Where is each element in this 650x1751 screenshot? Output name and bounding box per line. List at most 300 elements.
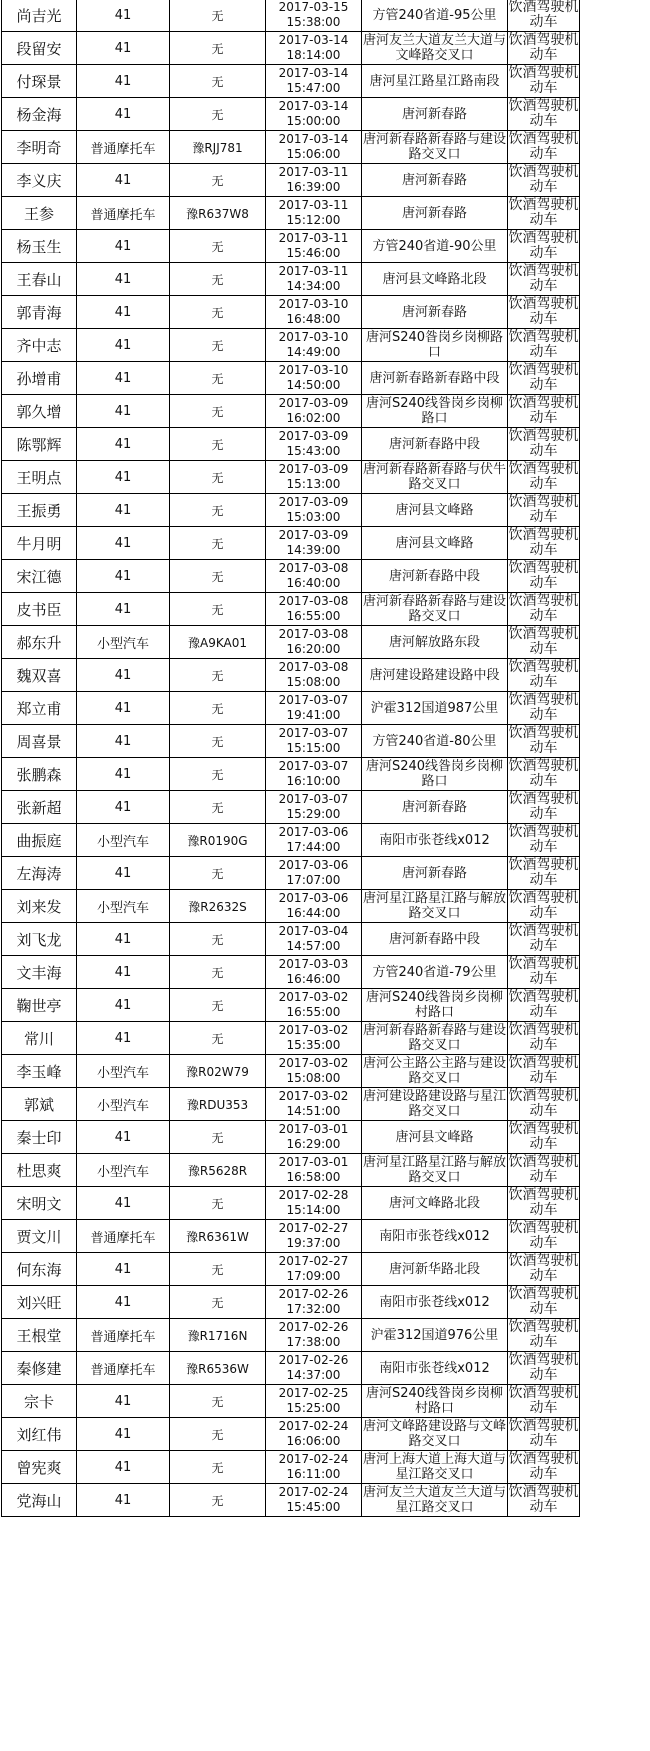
- driver-name-cell: 皮书臣: [2, 593, 77, 626]
- plate-number-cell: 无: [170, 362, 266, 395]
- violation-clock-time: 15:06:00: [286, 147, 341, 161]
- table-row: [2, 1220, 580, 1253]
- vehicle-type-cell: 41: [77, 956, 170, 989]
- violation-date: 2017-03-08: [278, 627, 349, 641]
- violation-type-cell: 饮酒驾驶机动车: [508, 1055, 579, 1086]
- violation-date: 2017-03-11: [278, 198, 349, 212]
- location-cell: 南阳市张苍线x012: [362, 1220, 508, 1253]
- vehicle-type-cell: 41: [77, 1187, 170, 1220]
- violation-date: 2017-02-24: [278, 1485, 349, 1499]
- violation-date: 2017-02-24: [278, 1452, 349, 1466]
- vehicle-type-cell: 41: [77, 1418, 170, 1451]
- location-cell: 唐河S240线昝岗乡岗柳路口: [362, 395, 508, 428]
- vehicle-type-cell: 普通摩托车: [77, 1352, 170, 1385]
- violation-time-cell: [266, 1451, 362, 1484]
- violation-clock-time: 15:08:00: [286, 675, 341, 689]
- violation-clock-time: 16:02:00: [286, 411, 341, 425]
- table-row: [2, 890, 580, 923]
- violation-type-cell: 饮酒驾驶机动车: [508, 725, 579, 756]
- violation-type-cell: 饮酒驾驶机动车: [508, 626, 579, 657]
- vehicle-type-cell: 41: [77, 725, 170, 758]
- location-cell: 唐河县文峰路: [362, 527, 508, 560]
- table-row: [2, 659, 580, 692]
- violation-time-cell: [266, 527, 362, 560]
- violation-type-cell: 饮酒驾驶机动车: [508, 1418, 579, 1449]
- violation-time-cell: [266, 32, 362, 65]
- plate-number-cell: 无: [170, 1022, 266, 1055]
- violation-time-cell: [266, 1220, 362, 1253]
- location-cell: 唐河上海大道上海大道与星江路交叉口: [363, 1452, 507, 1482]
- violation-type-cell: 饮酒驾驶机动车: [508, 1187, 579, 1218]
- location-cell: 唐河新春路新春路中段: [362, 362, 508, 395]
- table-row: [2, 725, 580, 758]
- vehicle-type-cell: 小型汽车: [77, 1154, 170, 1187]
- violation-clock-time: 15:13:00: [286, 477, 341, 491]
- violation-type-cell: 饮酒驾驶机动车: [508, 1451, 579, 1482]
- table-row: [2, 131, 580, 164]
- violation-date: 2017-03-09: [278, 462, 349, 476]
- violation-time-cell: [266, 296, 362, 329]
- table-row: [2, 296, 580, 329]
- violation-date: 2017-03-01: [278, 1155, 349, 1169]
- plate-number-cell: 无: [170, 1451, 266, 1484]
- violation-type-cell: 饮酒驾驶机动车: [508, 1484, 579, 1515]
- driver-name-cell: 张鹏森: [2, 758, 77, 791]
- violation-type-cell: 饮酒驾驶机动车: [508, 0, 579, 30]
- table-row: [2, 0, 580, 32]
- location-cell: 唐河星江路星江路南段: [362, 65, 508, 98]
- table-row: [2, 395, 580, 428]
- violation-type-cell: 饮酒驾驶机动车: [508, 494, 579, 525]
- violation-date: 2017-03-07: [278, 693, 349, 707]
- table-row: [2, 956, 580, 989]
- vehicle-type-cell: 41: [77, 593, 170, 626]
- driver-name-cell: 宋江德: [2, 560, 77, 593]
- violation-clock-time: 16:29:00: [286, 1137, 341, 1151]
- location-cell: 唐河新春路: [362, 791, 508, 824]
- location-cell: 唐河新春路新春路与伏牛路交叉口: [363, 462, 507, 492]
- violation-date: 2017-03-09: [278, 495, 349, 509]
- plate-number-cell: 无: [170, 329, 266, 362]
- table-row: [2, 1088, 580, 1121]
- table-row: [2, 791, 580, 824]
- driver-name-cell: 牛月明: [2, 527, 77, 560]
- violation-type-cell: 饮酒驾驶机动车: [508, 1022, 579, 1053]
- violation-type-cell: 饮酒驾驶机动车: [508, 593, 579, 624]
- violation-time-cell: [266, 956, 362, 989]
- violation-time-cell: [266, 1022, 362, 1055]
- violation-date: 2017-03-09: [278, 396, 349, 410]
- location-cell: 唐河文峰路建设路与文峰路交叉口: [363, 1419, 507, 1449]
- violation-clock-time: 15:03:00: [286, 510, 341, 524]
- table-row: [2, 263, 580, 296]
- violation-clock-time: 16:06:00: [286, 1434, 341, 1448]
- plate-number-cell: 无: [170, 527, 266, 560]
- plate-number-cell: 无: [170, 692, 266, 725]
- table-row: [2, 1352, 580, 1385]
- violation-clock-time: 15:14:00: [286, 1203, 341, 1217]
- location-cell: 唐河新春路中段: [362, 428, 508, 461]
- violation-records-table: [1, 0, 580, 1517]
- violation-clock-time: 16:58:00: [286, 1170, 341, 1184]
- violation-clock-time: 18:14:00: [286, 48, 341, 62]
- vehicle-type-cell: 41: [77, 758, 170, 791]
- violation-time-cell: [266, 560, 362, 593]
- location-cell: 唐河新春路新春路与建设路交叉口: [363, 132, 507, 162]
- violation-time-cell: [266, 1319, 362, 1352]
- location-cell: 方管240省道-79公里: [362, 956, 508, 989]
- vehicle-type-cell: 41: [77, 923, 170, 956]
- violation-time-cell: [266, 593, 362, 626]
- violation-type-cell: 饮酒驾驶机动车: [508, 824, 579, 855]
- driver-name-cell: 郭久增: [2, 395, 77, 428]
- table-row: [2, 230, 580, 263]
- violation-date: 2017-03-06: [278, 825, 349, 839]
- violation-date: 2017-03-14: [278, 99, 349, 113]
- violation-clock-time: 15:08:00: [286, 1071, 341, 1085]
- violation-date: 2017-02-26: [278, 1287, 349, 1301]
- driver-name-cell: 王参: [2, 197, 77, 230]
- driver-name-cell: 秦士印: [2, 1121, 77, 1154]
- violation-time-cell: [266, 98, 362, 131]
- violation-date: 2017-03-06: [278, 891, 349, 905]
- violation-time-cell: [266, 1154, 362, 1187]
- driver-name-cell: 秦修建: [2, 1352, 77, 1385]
- violation-clock-time: 14:37:00: [286, 1368, 341, 1382]
- vehicle-type-cell: 小型汽车: [77, 824, 170, 857]
- vehicle-type-cell: 小型汽车: [77, 626, 170, 659]
- violation-time-cell: [266, 428, 362, 461]
- violation-type-cell: 饮酒驾驶机动车: [508, 164, 579, 195]
- vehicle-type-cell: 41: [77, 362, 170, 395]
- violation-clock-time: 19:41:00: [286, 708, 341, 722]
- plate-number-cell: 无: [170, 1286, 266, 1319]
- violation-date: 2017-02-26: [278, 1353, 349, 1367]
- violation-clock-time: 16:39:00: [286, 180, 341, 194]
- driver-name-cell: 曲振庭: [2, 824, 77, 857]
- violation-date: 2017-02-28: [278, 1188, 349, 1202]
- violation-type-cell: 饮酒驾驶机动车: [508, 1385, 579, 1416]
- driver-name-cell: 刘红伟: [2, 1418, 77, 1451]
- location-cell: 唐河新春路: [362, 98, 508, 131]
- vehicle-type-cell: 41: [77, 560, 170, 593]
- plate-number-cell: 无: [170, 296, 266, 329]
- violation-clock-time: 15:35:00: [286, 1038, 341, 1052]
- violation-type-cell: 饮酒驾驶机动车: [508, 362, 579, 393]
- driver-name-cell: 鞠世亭: [2, 989, 77, 1022]
- plate-number-cell: 无: [170, 725, 266, 758]
- violation-type-cell: 饮酒驾驶机动车: [508, 461, 579, 492]
- driver-name-cell: 王春山: [2, 263, 77, 296]
- vehicle-type-cell: 41: [77, 263, 170, 296]
- driver-name-cell: 宗卡: [2, 1385, 77, 1418]
- violation-type-cell: 饮酒驾驶机动车: [508, 197, 579, 228]
- violation-time-cell: [266, 494, 362, 527]
- driver-name-cell: 段留安: [2, 32, 77, 65]
- violation-type-cell: 饮酒驾驶机动车: [508, 956, 579, 987]
- violation-date: 2017-03-09: [278, 528, 349, 542]
- violation-date: 2017-03-11: [278, 264, 349, 278]
- driver-name-cell: 王振勇: [2, 494, 77, 527]
- violation-time-cell: [266, 1484, 362, 1517]
- location-cell: 南阳市张苍线x012: [362, 1286, 508, 1319]
- violation-date: 2017-02-24: [278, 1419, 349, 1433]
- driver-name-cell: 李明奇: [2, 131, 77, 164]
- plate-number-cell: 豫RJJ781: [170, 131, 266, 164]
- violation-type-cell: 饮酒驾驶机动车: [508, 857, 579, 888]
- violation-clock-time: 14:49:00: [286, 345, 341, 359]
- table-row: [2, 1055, 580, 1088]
- violation-time-cell: [266, 857, 362, 890]
- violation-clock-time: 17:44:00: [286, 840, 341, 854]
- violation-clock-time: 17:38:00: [286, 1335, 341, 1349]
- violation-date: 2017-03-03: [278, 957, 349, 971]
- driver-name-cell: 齐中志: [2, 329, 77, 362]
- plate-number-cell: 豫RDU353: [170, 1088, 266, 1121]
- location-cell: 唐河新春路中段: [362, 923, 508, 956]
- table-row: [2, 494, 580, 527]
- driver-name-cell: 张新超: [2, 791, 77, 824]
- table-row: [2, 1253, 580, 1286]
- driver-name-cell: 陈鄂辉: [2, 428, 77, 461]
- plate-number-cell: 豫R02W79: [170, 1055, 266, 1088]
- table-row: [2, 626, 580, 659]
- violation-date: 2017-03-02: [278, 1023, 349, 1037]
- vehicle-type-cell: 41: [77, 230, 170, 263]
- violation-type-cell: 饮酒驾驶机动车: [508, 296, 579, 327]
- driver-name-cell: 杨金海: [2, 98, 77, 131]
- violation-type-cell: 饮酒驾驶机动车: [508, 1088, 579, 1119]
- violation-time-cell: [266, 725, 362, 758]
- vehicle-type-cell: 41: [77, 692, 170, 725]
- location-cell: 沪霍312国道976公里: [362, 1319, 508, 1352]
- table-row: [2, 362, 580, 395]
- driver-name-cell: 李玉峰: [2, 1055, 77, 1088]
- violation-time-cell: [266, 1286, 362, 1319]
- plate-number-cell: 无: [170, 659, 266, 692]
- violation-clock-time: 15:43:00: [286, 444, 341, 458]
- table-row: [2, 1022, 580, 1055]
- driver-name-cell: 贾文川: [2, 1220, 77, 1253]
- violation-type-cell: 饮酒驾驶机动车: [508, 1121, 579, 1152]
- plate-number-cell: 无: [170, 32, 266, 65]
- driver-name-cell: 曾宪爽: [2, 1451, 77, 1484]
- vehicle-type-cell: 41: [77, 659, 170, 692]
- violation-date: 2017-03-15: [278, 0, 349, 14]
- driver-name-cell: 刘兴旺: [2, 1286, 77, 1319]
- vehicle-type-cell: 小型汽车: [77, 1055, 170, 1088]
- violation-clock-time: 16:44:00: [286, 906, 341, 920]
- table-row: [2, 461, 580, 494]
- driver-name-cell: 周喜景: [2, 725, 77, 758]
- location-cell: 唐河新华路北段: [362, 1253, 508, 1286]
- violation-time-cell: [266, 197, 362, 230]
- violation-type-cell: 饮酒驾驶机动车: [508, 890, 579, 921]
- violation-clock-time: 14:34:00: [286, 279, 341, 293]
- violation-date: 2017-03-07: [278, 759, 349, 773]
- vehicle-type-cell: 41: [77, 527, 170, 560]
- violation-date: 2017-03-14: [278, 33, 349, 47]
- location-cell: 唐河县文峰路: [362, 1121, 508, 1154]
- violation-date: 2017-03-08: [278, 561, 349, 575]
- table-row: [2, 857, 580, 890]
- violation-clock-time: 15:15:00: [286, 741, 341, 755]
- plate-number-cell: 无: [170, 164, 266, 197]
- plate-number-cell: 无: [170, 461, 266, 494]
- violation-date: 2017-03-10: [278, 330, 349, 344]
- vehicle-type-cell: 41: [77, 494, 170, 527]
- plate-number-cell: 无: [170, 1187, 266, 1220]
- violation-time-cell: [266, 0, 362, 32]
- violation-time-cell: [266, 1088, 362, 1121]
- violation-type-cell: 饮酒驾驶机动车: [508, 1253, 579, 1284]
- plate-number-cell: 无: [170, 791, 266, 824]
- violation-date: 2017-03-09: [278, 429, 349, 443]
- violation-clock-time: 19:37:00: [286, 1236, 341, 1250]
- location-cell: 方管240省道-95公里: [362, 0, 508, 32]
- plate-number-cell: 无: [170, 395, 266, 428]
- violation-type-cell: 饮酒驾驶机动车: [508, 1220, 579, 1251]
- violation-date: 2017-03-10: [278, 363, 349, 377]
- location-cell: 唐河县文峰路北段: [362, 263, 508, 296]
- table-row: [2, 593, 580, 626]
- violation-time-cell: [266, 890, 362, 923]
- table-row: [2, 1484, 580, 1517]
- violation-date: 2017-02-27: [278, 1221, 349, 1235]
- violation-time-cell: [266, 1121, 362, 1154]
- violation-type-cell: 饮酒驾驶机动车: [508, 659, 579, 690]
- plate-number-cell: 无: [170, 857, 266, 890]
- violation-type-cell: 饮酒驾驶机动车: [508, 560, 579, 591]
- location-cell: 唐河建设路建设路与星江路交叉口: [363, 1089, 507, 1119]
- location-cell: 唐河建设路建设路中段: [362, 659, 508, 692]
- violation-type-cell: 饮酒驾驶机动车: [508, 1286, 579, 1317]
- violation-clock-time: 15:38:00: [286, 15, 341, 29]
- table-row: [2, 329, 580, 362]
- vehicle-type-cell: 41: [77, 428, 170, 461]
- violation-type-cell: 饮酒驾驶机动车: [508, 1319, 579, 1350]
- plate-number-cell: 无: [170, 263, 266, 296]
- driver-name-cell: 刘来发: [2, 890, 77, 923]
- violation-clock-time: 15:47:00: [286, 81, 341, 95]
- violation-date: 2017-03-11: [278, 231, 349, 245]
- violation-clock-time: 15:25:00: [286, 1401, 341, 1415]
- table-row: [2, 428, 580, 461]
- violation-clock-time: 14:39:00: [286, 543, 341, 557]
- violation-type-cell: 饮酒驾驶机动车: [508, 791, 579, 822]
- plate-number-cell: 豫A9KA01: [170, 626, 266, 659]
- violation-date: 2017-03-08: [278, 660, 349, 674]
- location-cell: 唐河新春路: [362, 197, 508, 230]
- violation-clock-time: 14:51:00: [286, 1104, 341, 1118]
- vehicle-type-cell: 41: [77, 461, 170, 494]
- violation-type-cell: 饮酒驾驶机动车: [508, 329, 579, 360]
- table-row: [2, 197, 580, 230]
- violation-clock-time: 14:57:00: [286, 939, 341, 953]
- violation-time-cell: [266, 1418, 362, 1451]
- table-row: [2, 1187, 580, 1220]
- violation-time-cell: [266, 362, 362, 395]
- vehicle-type-cell: 41: [77, 296, 170, 329]
- vehicle-type-cell: 41: [77, 329, 170, 362]
- table-row: [2, 1451, 580, 1484]
- violation-clock-time: 15:12:00: [286, 213, 341, 227]
- violation-type-cell: 饮酒驾驶机动车: [508, 758, 579, 789]
- vehicle-type-cell: 41: [77, 164, 170, 197]
- driver-name-cell: 何东海: [2, 1253, 77, 1286]
- violation-time-cell: [266, 164, 362, 197]
- vehicle-type-cell: 41: [77, 857, 170, 890]
- location-cell: 唐河新春路中段: [362, 560, 508, 593]
- violation-date: 2017-02-26: [278, 1320, 349, 1334]
- driver-name-cell: 杜思爽: [2, 1154, 77, 1187]
- table-row: [2, 923, 580, 956]
- location-cell: 唐河新春路: [362, 857, 508, 890]
- vehicle-type-cell: 普通摩托车: [77, 131, 170, 164]
- violation-time-cell: [266, 461, 362, 494]
- location-cell: 方管240省道-80公里: [362, 725, 508, 758]
- table-row: [2, 164, 580, 197]
- table-row: [2, 32, 580, 65]
- location-cell: 唐河新春路: [362, 164, 508, 197]
- location-cell: 唐河新春路: [362, 296, 508, 329]
- table-row: [2, 65, 580, 98]
- plate-number-cell: 无: [170, 1253, 266, 1286]
- location-cell: 唐河友兰大道友兰大道与星江路交叉口: [363, 1485, 507, 1515]
- violation-time-cell: [266, 1055, 362, 1088]
- driver-name-cell: 左海涛: [2, 857, 77, 890]
- vehicle-type-cell: 小型汽车: [77, 1088, 170, 1121]
- location-cell: 唐河星江路星江路与解放路交叉口: [363, 891, 507, 921]
- vehicle-type-cell: 41: [77, 1286, 170, 1319]
- vehicle-type-cell: 41: [77, 1484, 170, 1517]
- violation-time-cell: [266, 659, 362, 692]
- violation-clock-time: 15:45:00: [286, 1500, 341, 1514]
- table-row: [2, 527, 580, 560]
- driver-name-cell: 常川: [2, 1022, 77, 1055]
- plate-number-cell: 无: [170, 758, 266, 791]
- plate-number-cell: 无: [170, 428, 266, 461]
- violation-clock-time: 17:07:00: [286, 873, 341, 887]
- violation-clock-time: 16:40:00: [286, 576, 341, 590]
- plate-number-cell: 无: [170, 98, 266, 131]
- location-cell: 唐河县文峰路: [362, 494, 508, 527]
- plate-number-cell: 无: [170, 1385, 266, 1418]
- location-cell: 南阳市张苍线x012: [362, 1352, 508, 1385]
- violation-type-cell: 饮酒驾驶机动车: [508, 1154, 579, 1185]
- violation-date: 2017-03-04: [278, 924, 349, 938]
- plate-number-cell: 无: [170, 494, 266, 527]
- location-cell: 唐河公主路公主路与建设路交叉口: [363, 1056, 507, 1086]
- violation-time-cell: [266, 329, 362, 362]
- driver-name-cell: 王明点: [2, 461, 77, 494]
- location-cell: 唐河S240线昝岗乡岗柳村路口: [362, 989, 508, 1022]
- plate-number-cell: 无: [170, 1121, 266, 1154]
- table-row: [2, 1286, 580, 1319]
- violation-type-cell: 饮酒驾驶机动车: [508, 527, 579, 558]
- table-row: [2, 1319, 580, 1352]
- violation-type-cell: 饮酒驾驶机动车: [508, 923, 579, 954]
- violation-type-cell: 饮酒驾驶机动车: [508, 428, 579, 459]
- violation-date: 2017-03-10: [278, 297, 349, 311]
- vehicle-type-cell: 41: [77, 65, 170, 98]
- driver-name-cell: 付琛景: [2, 65, 77, 98]
- violation-date: 2017-03-07: [278, 792, 349, 806]
- violation-time-cell: [266, 1187, 362, 1220]
- table-row: [2, 824, 580, 857]
- violation-type-cell: 饮酒驾驶机动车: [508, 989, 579, 1020]
- plate-number-cell: 无: [170, 956, 266, 989]
